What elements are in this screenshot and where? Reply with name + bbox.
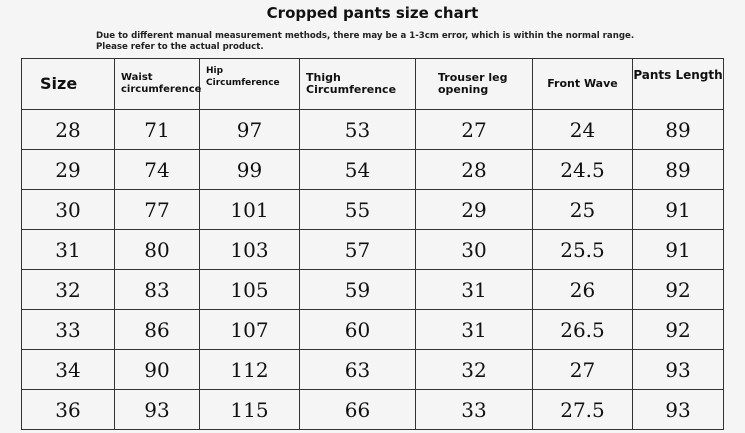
table-cell: 90: [115, 350, 200, 390]
measurement-note: [96, 31, 634, 53]
table-cell: 28: [416, 150, 533, 190]
table-cell: 71: [115, 110, 200, 150]
table-row: [22, 190, 724, 230]
table-row: [22, 230, 724, 270]
table-cell: 89: [633, 150, 724, 190]
table-cell: 105: [200, 270, 300, 310]
table-cell: 115: [200, 390, 300, 430]
table-cell: 28: [22, 110, 115, 150]
table-cell: 25.5: [533, 230, 633, 270]
table-cell: 66: [300, 390, 416, 430]
header-thigh-line1: Thigh: [306, 71, 341, 84]
header-leg-opening-line1: Trouser leg: [438, 71, 508, 84]
table-cell: 53: [300, 110, 416, 150]
header-hip-line1: Hip: [206, 66, 224, 76]
header-hip: [200, 59, 300, 110]
header-thigh: [300, 59, 416, 110]
header-front-wave-label: Front Wave: [547, 77, 618, 90]
table-body: [22, 110, 724, 430]
table-cell: 97: [200, 110, 300, 150]
table-cell: 101: [200, 190, 300, 230]
table-cell: 91: [633, 190, 724, 230]
header-thigh-line2: Circumference: [306, 83, 397, 96]
header-waist-line2: circumference: [121, 84, 202, 95]
table-cell: 29: [22, 150, 115, 190]
table-cell: 99: [200, 150, 300, 190]
table-cell: 32: [22, 270, 115, 310]
table-cell: 83: [115, 270, 200, 310]
table-cell: 86: [115, 310, 200, 350]
header-waist-line1: Waist: [121, 72, 153, 83]
table-row: [22, 110, 724, 150]
table-cell: 33: [22, 310, 115, 350]
table-cell: 112: [200, 350, 300, 390]
header-size-label: Size: [40, 74, 78, 93]
table-cell: 92: [633, 310, 724, 350]
table-cell: 31: [416, 310, 533, 350]
table-cell: 107: [200, 310, 300, 350]
table-cell: 74: [115, 150, 200, 190]
table-cell: 31: [22, 230, 115, 270]
table-cell: 33: [416, 390, 533, 430]
table-row: [22, 350, 724, 390]
size-chart-table: [21, 58, 724, 430]
table-row: [22, 150, 724, 190]
table-cell: 103: [200, 230, 300, 270]
table-cell: 63: [300, 350, 416, 390]
header-size: [22, 59, 115, 110]
table-cell: 54: [300, 150, 416, 190]
table-cell: 93: [633, 390, 724, 430]
header-front-wave: [533, 59, 633, 110]
table-cell: 55: [300, 190, 416, 230]
header-row: [22, 59, 724, 110]
table-cell: 91: [633, 230, 724, 270]
table-cell: 32: [416, 350, 533, 390]
table-cell: 27: [416, 110, 533, 150]
header-waist: [115, 59, 200, 110]
table-cell: 93: [115, 390, 200, 430]
table-cell: 31: [416, 270, 533, 310]
header-leg-opening-line2: opening: [438, 83, 489, 96]
table-row: [22, 270, 724, 310]
table-cell: 26: [533, 270, 633, 310]
page-title: Cropped pants size chart: [266, 4, 479, 22]
header-pants-length-label: Pants Length: [633, 68, 723, 82]
table-cell: 92: [633, 270, 724, 310]
table-cell: 59: [300, 270, 416, 310]
table-cell: 93: [633, 350, 724, 390]
table-cell: 30: [22, 190, 115, 230]
table-cell: 36: [22, 390, 115, 430]
note-line-1: Due to different manual measurement methods, there may be a 1-3cm error, which is within the normal range.: [96, 31, 635, 41]
table-cell: 89: [633, 110, 724, 150]
table-cell: 24: [533, 110, 633, 150]
table-cell: 34: [22, 350, 115, 390]
table-cell: 29: [416, 190, 533, 230]
table-row: [22, 390, 724, 430]
table-cell: 30: [416, 230, 533, 270]
table-cell: 60: [300, 310, 416, 350]
table-cell: 80: [115, 230, 200, 270]
header-hip-line2: Circumference: [206, 78, 280, 88]
header-pants-length: [633, 59, 724, 110]
table-cell: 77: [115, 190, 200, 230]
table-row: [22, 310, 724, 350]
note-line-2: Please refer to the actual product.: [96, 42, 264, 52]
table-cell: 27.5: [533, 390, 633, 430]
table-cell: 25: [533, 190, 633, 230]
table-cell: 26.5: [533, 310, 633, 350]
table-cell: 24.5: [533, 150, 633, 190]
header-leg-opening: [416, 59, 533, 110]
table-cell: 57: [300, 230, 416, 270]
table-cell: 27: [533, 350, 633, 390]
